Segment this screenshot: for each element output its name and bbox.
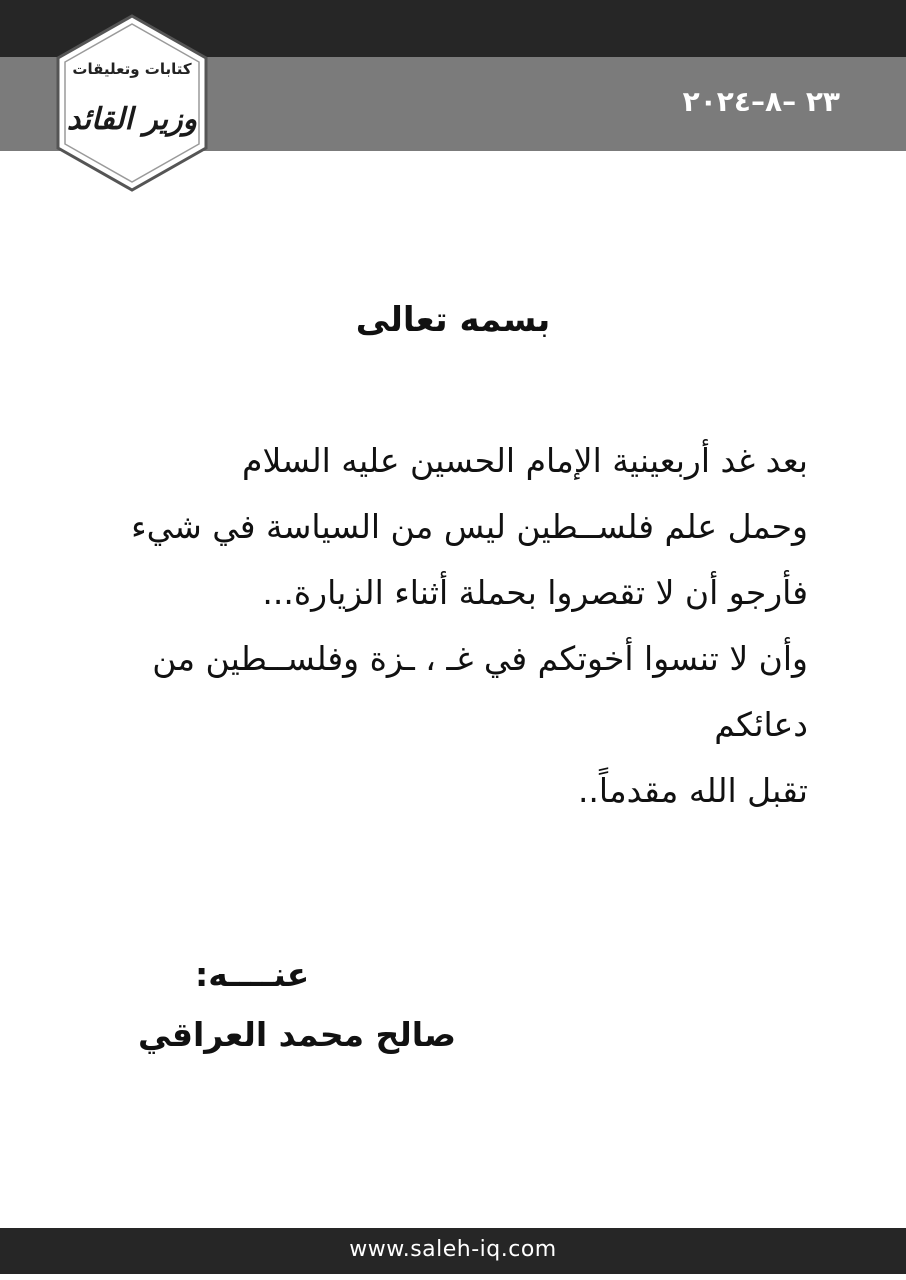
signature-label: عنــــه: [195,955,310,994]
body-line: وأن لا تنسوا أخوتكم في غـ ، ـزة وفلســطين من [152,639,808,678]
body-line: دعائكم [714,705,808,744]
footer-bar [0,1228,906,1274]
logo-caption: كتابات وتعليقات [72,60,192,78]
body-line: وحمل علم فلســطين ليس من السياسة في شيء [131,507,808,546]
body-line: فأرجو أن لا تقصروا بحملة أثناء الزيارة... [262,573,808,612]
signature-name: صالح محمد العراقي [138,1015,456,1054]
document-title: بسمه تعالى [355,300,551,340]
body-line: تقبل الله مقدماً.. [577,771,808,810]
bottom-edge [0,1274,906,1280]
logo-badge [54,14,210,192]
footer-url-link[interactable]: www.saleh-iq.com [349,1237,557,1262]
document-date: ٢٣ –٨–٢٠٢٤ [682,85,840,118]
document-body [108,428,808,824]
logo-calligraphy: وزير القائد [66,102,198,137]
body-line: بعد غد أربعينية الإمام الحسين عليه السلام [242,441,808,480]
